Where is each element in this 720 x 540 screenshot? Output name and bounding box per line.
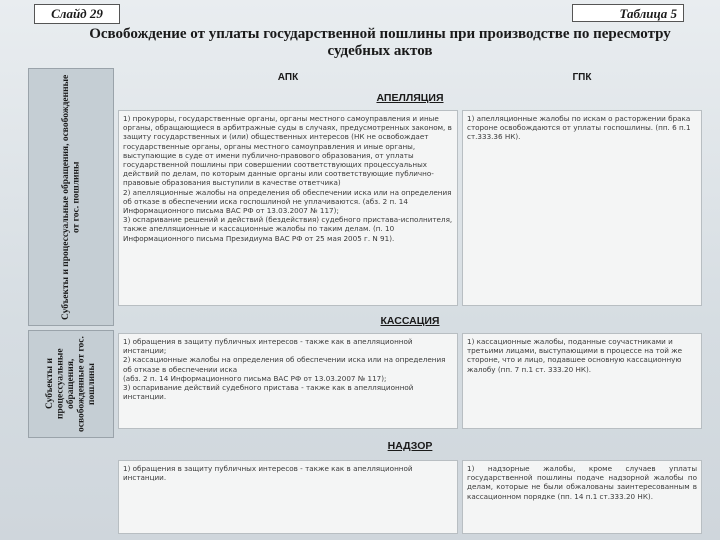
page-title: Освобождение от уплаты государственной пошлины при производстве по пересмотру судебных актов: [89, 26, 671, 59]
appeal-gpk-cell: 1) апелляционные жалобы по искам о расторжении брака стороне освобождаются от уплаты госпошлины. (пп. 6 п.1 ст.333.36 НК).: [462, 110, 702, 306]
section-title-supervision: [116, 438, 704, 454]
section-title-appeal: [116, 90, 704, 106]
table-number-label: Таблица 5: [572, 4, 684, 22]
appeal-apk-cell: 1) прокуроры, государственные органы, органы местного самоуправления и иные органы, обращающиеся в арбитражные суды в случаях, предусмотренных законом, в защиту государственных и (или) общественных интересов (НК не освобождает государственные органы, органы местного самоуправления и иные органы, выступающие в суде от имени публично-правового образования, от уплаты государственной пошлины при совершении соответствующих процессуальных действий по делам, по которым данные органы или соответствующие публично-правовые образования выступили в качестве ответчика) 2) апелляционные жалобы на определения об обеспечении иска или на определения об отказе в обеспечении иска госпошлиной не уплачиваются. (абз. 2 п. 14 Информационного письма ВАС РФ от 13.03.2007 № 117); 3) оспаривание решений и действий (бездействия) судебного пристава-исполнителя, также апелляционные и кассационные жалобы по таким делам. (п. 10 Информационного письма Президиума ВАС РФ от 25 мая 2005 г. N 91).: [118, 110, 458, 306]
section-title-appeal-text: АПЕЛЛЯЦИЯ: [376, 92, 444, 104]
column-header-gpk: ГПК: [572, 72, 592, 83]
cassation-gpk-cell: 1) кассационные жалобы, поданные соучастниками и третьими лицами, выступающими в процессе на той же стороне, что и лицо, подавшее основную кассационную жалобу (пп. 7 п.1 ст. 333.20 НК).: [462, 333, 702, 429]
section-title-cassation-text: КАССАЦИЯ: [380, 315, 440, 327]
side-label-top-text: Субъекты и процессуальные обращения, освобожденные от гос. пошлины: [60, 74, 81, 320]
side-label-top: [28, 68, 114, 326]
section-title-cassation: [116, 313, 704, 329]
cassation-apk-cell: 1) обращения в защиту публичных интересов - также как в апелляционной инстанции; 2) кассационные жалобы на определения об обеспечении иска или на определения об отказе в обеспечении иска (абз. 2 п. 14 Информационного письма ВАС РФ от 13.03.2007 № 117); 3) оспаривание действий судебного пристава - также как в апелляционной инстанции.: [118, 333, 458, 429]
side-label-bottom-text: Субъекты и процессуальные обращения, освобожденные от гос. пошлины: [44, 336, 97, 432]
supervision-gpk-cell: 1) надзорные жалобы, кроме случаев уплаты государственной пошлины подаче надзорной жалобы по делам, которые не были обжалованы заинтересованным в кассационном порядке (пп. 14 п.1 ст.333.20 НК).: [462, 460, 702, 534]
section-title-supervision-text: НАДЗОР: [387, 440, 433, 452]
slide-number-label: Слайд 29: [34, 4, 120, 24]
side-label-bottom: [28, 330, 114, 438]
column-header-apk: АПК: [277, 72, 299, 83]
supervision-apk-cell: 1) обращения в защиту публичных интересов - также как в апелляционной инстанции.: [118, 460, 458, 534]
